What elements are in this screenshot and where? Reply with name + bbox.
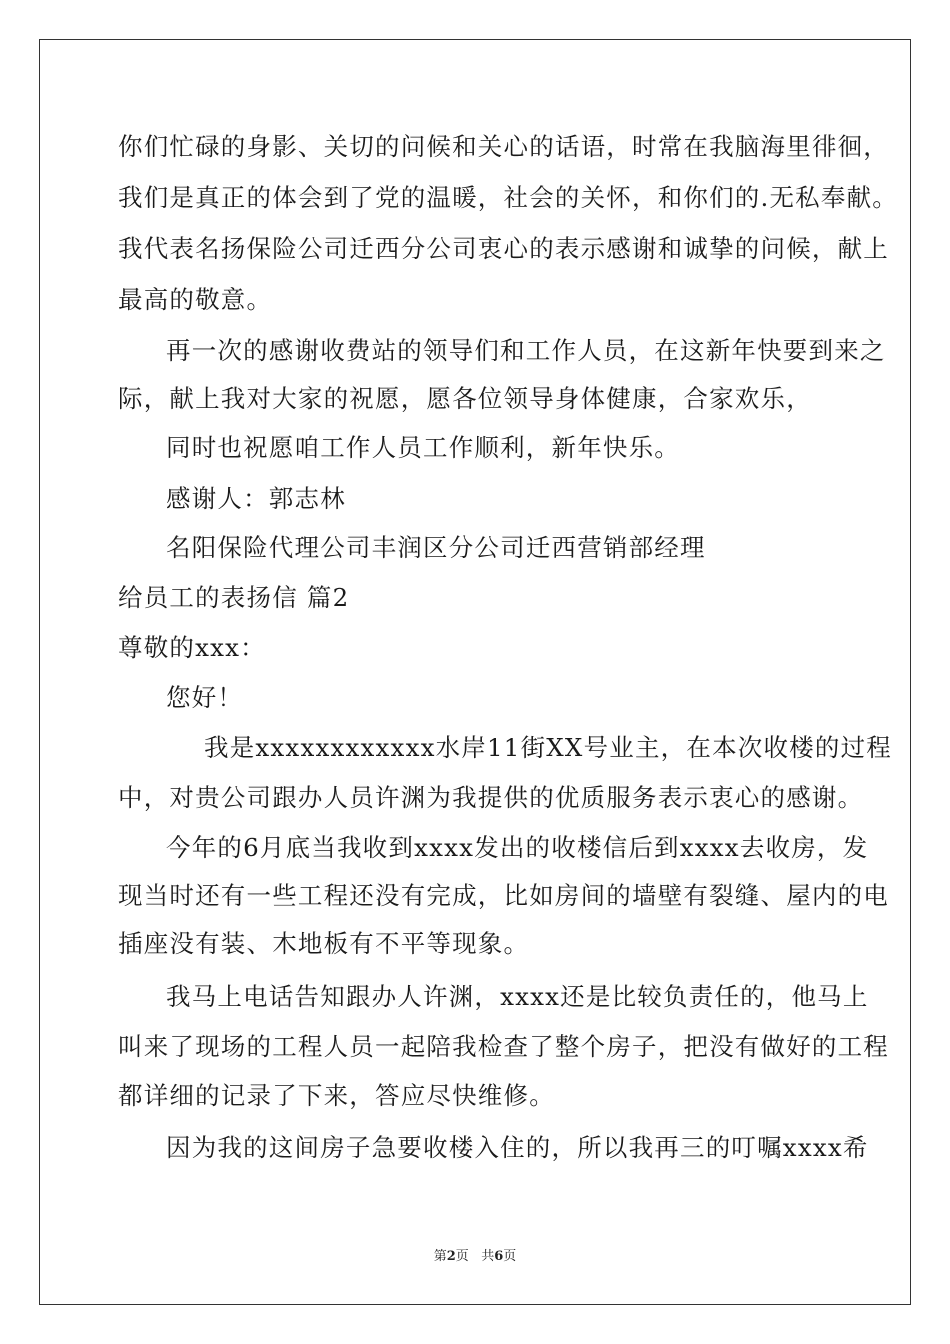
text-line: 最高的敬意。 — [118, 285, 273, 314]
page-suffix: 页 — [455, 1249, 469, 1264]
text-line: 我代表名扬保险公司迁西分公司衷心的表示感谢和诚挚的问候，献上 — [118, 234, 889, 263]
text-line: 际，献上我对大家的祝愿，愿各位领导身体健康，合家欢乐， — [118, 384, 812, 413]
greeting: 您好！ — [166, 683, 244, 712]
signatory-title: 名阳保险代理公司丰润区分公司迁西营销部经理 — [166, 533, 706, 562]
page-border — [39, 39, 911, 1305]
text-line: 因为我的这间房子急要收楼入住的，所以我再三的叮嘱xxxx希 — [166, 1133, 869, 1162]
text-line: 你们忙碌的身影、关切的问候和关心的话语，时常在我脑海里徘徊， — [118, 132, 889, 161]
page-prefix: 第 — [433, 1249, 447, 1264]
text-line: 中，对贵公司跟办人员许渊为我提供的优质服务表示衷心的感谢。 — [118, 783, 864, 812]
text-line: 插座没有装、木地板有不平等现象。 — [118, 929, 530, 958]
total-pages: 6 — [494, 1249, 504, 1264]
text-line: 我们是真正的体会到了党的温暖，社会的关怀，和你们的.无私奉献。 — [118, 183, 898, 212]
salutation: 尊敬的xxx： — [118, 633, 266, 662]
text-line: 同时也祝愿咱工作人员工作顺利，新年快乐。 — [166, 433, 680, 462]
total-suffix: 页 — [503, 1249, 517, 1264]
total-prefix: 共 — [481, 1249, 495, 1264]
text-line: 再一次的感谢收费站的领导们和工作人员，在这新年快要到来之 — [166, 336, 886, 365]
page-footer — [0, 1249, 950, 1265]
page-number: 2 — [446, 1249, 456, 1264]
signatory-line: 感谢人：郭志林 — [166, 484, 346, 513]
text-line: 我是xxxxxxxxxxxx水岸11街XX号业主，在本次收楼的过程 — [204, 733, 892, 762]
text-line: 都详细的记录了下来，答应尽快维修。 — [118, 1081, 555, 1110]
text-line: 现当时还有一些工程还没有完成，比如房间的墙壁有裂缝、屋内的电 — [118, 881, 889, 910]
text-line: 今年的6月底当我收到xxxx发出的收楼信后到xxxx去收房，发 — [166, 833, 869, 862]
section-heading: 给员工的表扬信 篇2 — [118, 583, 350, 612]
text-line: 我马上电话告知跟办人许渊，xxxx还是比较负责任的，他马上 — [166, 982, 869, 1011]
text-line: 叫来了现场的工程人员一起陪我检查了整个房子，把没有做好的工程 — [118, 1032, 889, 1061]
